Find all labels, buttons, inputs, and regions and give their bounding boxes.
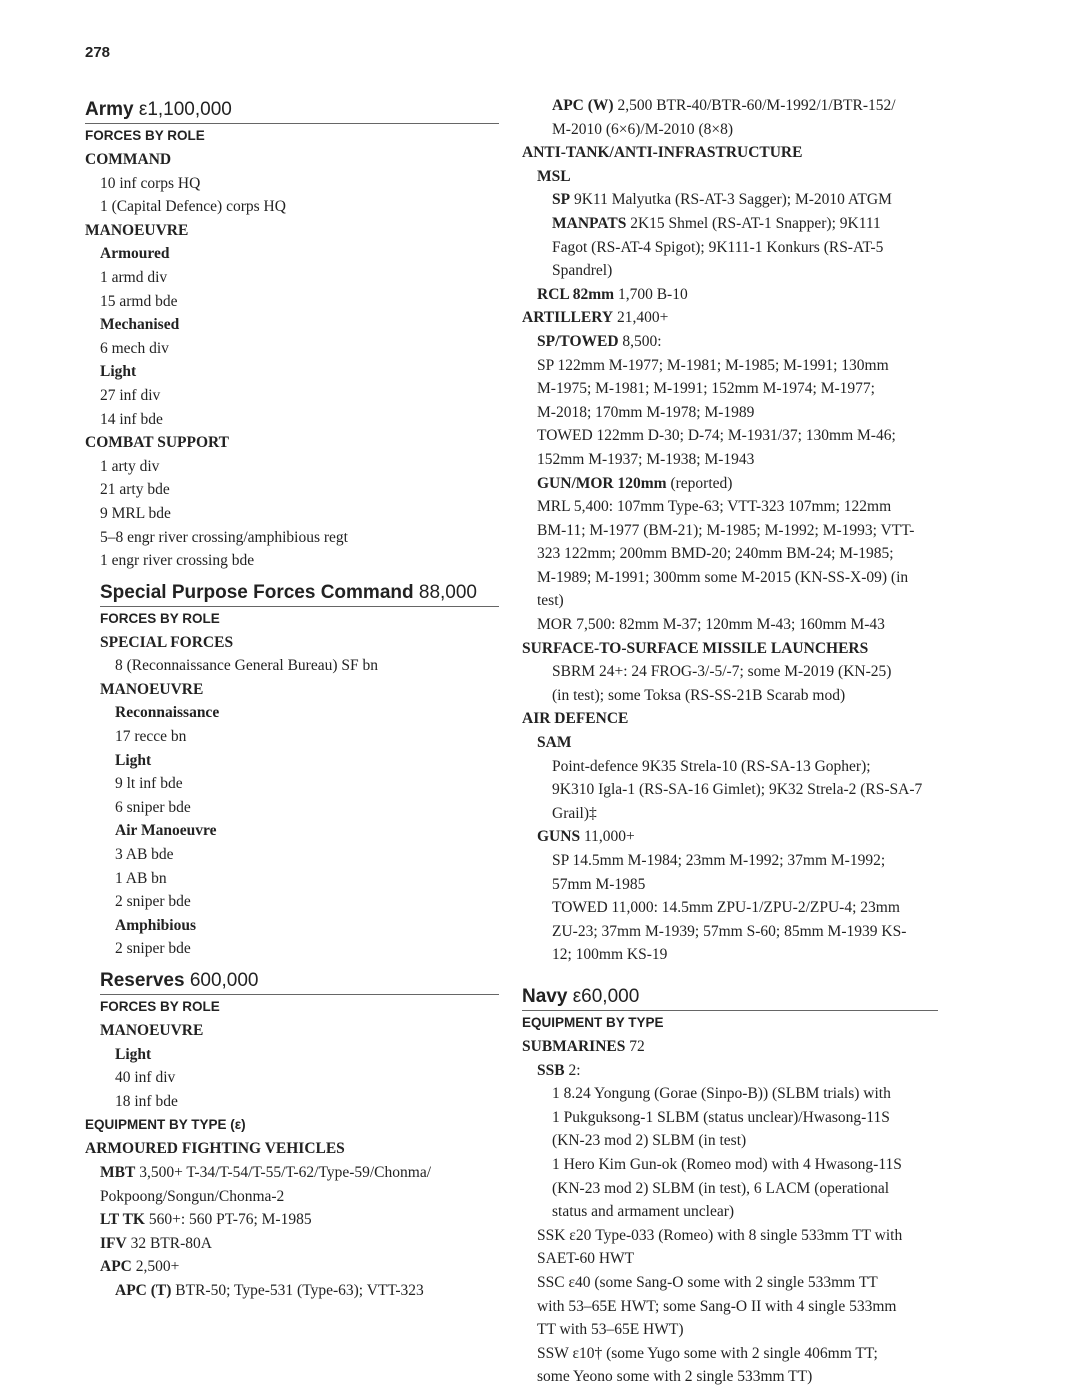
manpats-entry: MANPATS 2K15 Shmel (RS-AT-1 Snapper); 9K111 Fagot (RS-AT-4 Spigot); 9K111-1 Konkurs (RS-AT-5 Spandrel)	[552, 214, 884, 280]
list-item: 6 mech div	[100, 339, 169, 357]
sbrm-entry: SBRM 24+: 24 FROG-3/-5/-7; some M-2019 (KN-25) (in test); some Toksa (RS-SS-21B Scarab mod)	[552, 663, 892, 704]
left-column	[85, 94, 499, 1303]
equipment-heading: EQUIPMENT BY TYPE (ε)	[85, 1117, 246, 1133]
mbt-entry: MBT 3,500+ T-34/T-54/T-55/T-62/Type-59/Chonma/ Pokpoong/Songun/Chonma-2	[100, 1163, 432, 1205]
list-item: 18 inf bde	[115, 1092, 178, 1110]
ssb-heading: SSB 2:	[537, 1061, 581, 1079]
list-item: 5–8 engr river crossing/amphibious regt	[100, 528, 348, 546]
list-item: 14 inf bde	[100, 410, 163, 428]
apcw-entry: APC (W) 2,500 BTR-40/BTR-60/M-1992/1/BTR-152/ M-2010 (6×6)/M-2010 (8×8)	[552, 97, 896, 138]
apc-entry: APC 2,500+	[100, 1258, 180, 1276]
list-item: 21 arty bde	[100, 481, 170, 499]
rcl-entry: RCL 82mm 1,700 B-10	[537, 285, 688, 303]
artillery-heading: ARTILLERY 21,400+	[522, 309, 669, 327]
list-item: 9 MRL bde	[100, 504, 171, 522]
ssb-entry-2: 1 Hero Kim Gun-ok (Romeo mod) with 4 Hwasong-11S (KN-23 mod 2) SLBM (in test), 6 LACM (operational status and armament unclear)	[552, 1155, 902, 1221]
reserves-manoeuvre: MANOEUVRE	[100, 1022, 204, 1039]
gunmor-entry: GUN/MOR 120mm (reported)	[537, 474, 733, 492]
ssw-entry: SSW ε10† (some Yugo some with 2 single 406mm TT; some Yeono some with 2 single 533mm TT)	[537, 1344, 878, 1386]
spf-manoeuvre: MANOEUVRE	[100, 680, 204, 698]
submarines-heading: SUBMARINES 72	[522, 1037, 645, 1055]
spf-recon: Reconnaissance	[115, 704, 220, 722]
afv-heading: ARMOURED FIGHTING VEHICLES	[85, 1140, 345, 1158]
at-heading: ANTI-TANK/ANTI-INFRASTRUCTURE	[522, 144, 803, 162]
list-item: 15 armd bde	[100, 292, 178, 310]
pointdefence-entry: Point-defence 9K35 Strela-10 (RS-SA-13 Gopher); 9K310 Igla-1 (RS-SA-16 Gimlet); 9K32 Strela-2 (RS-SA-7 Grail)‡	[552, 757, 923, 822]
list-item: 1 armd div	[100, 268, 168, 286]
spf-special-forces: SPECIAL FORCES	[100, 633, 234, 651]
list-item: 6 sniper bde	[115, 798, 191, 816]
guns-towed-entry: TOWED 11,000: 14.5mm ZPU-1/ZPU-2/ZPU-4; 23mm ZU-23; 37mm M-1939; 57mm S-60; 85mm M-1939 KS- 12; 100mm KS-19	[552, 899, 907, 964]
list-item: 1 AB bn	[115, 869, 167, 887]
list-item: 9 lt inf bde	[115, 775, 183, 793]
right-column	[522, 94, 938, 1389]
page-number: 278	[85, 44, 111, 61]
lttk-entry: LT TK 560+: 560 PT-76; M-1985	[100, 1211, 312, 1229]
list-item: 1 (Capital Defence) corps HQ	[100, 198, 286, 216]
ifv-entry: IFV 32 BTR-80A	[100, 1234, 212, 1252]
army-command: COMMAND	[85, 151, 172, 168]
list-item: 17 recce bn	[115, 728, 187, 746]
towed-arty-entry: TOWED 122mm D-30; D-74; M-1931/37; 130mm M-46; 152mm M-1937; M-1938; M-1943	[537, 427, 896, 468]
mor-entry: MOR 7,500: 82mm M-37; 120mm M-43; 160mm M-43	[537, 616, 885, 634]
sp-arty-entry: SP 122mm M-1977; M-1981; M-1985; M-1991; 130mm M-1975; M-1981; M-1991; 152mm M-1974; M-1977; M-2018; 170mm M-1978; M-1989	[537, 356, 889, 421]
navy-heading: Navy ε60,000	[522, 985, 938, 1011]
army-heading: Army ε1,100,000	[85, 98, 499, 124]
spf-air-manoeuvre: Air Manoeuvre	[115, 822, 217, 840]
sam-heading: SAM	[537, 734, 572, 752]
guns-heading: GUNS 11,000+	[537, 828, 635, 846]
ad-heading: AIR DEFENCE	[522, 710, 629, 728]
army-armoured: Armoured	[100, 245, 170, 263]
spf-heading: Special Purpose Forces Command 88,000	[100, 581, 499, 607]
spf-forces-by-role: FORCES BY ROLE	[100, 610, 220, 626]
list-item: 10 inf corps HQ	[100, 174, 201, 192]
reserves-heading: Reserves 600,000	[100, 969, 499, 995]
ssk-entry: SSK ε20 Type-033 (Romeo) with 8 single 533mm TT with SAET-60 HWT	[537, 1226, 903, 1268]
list-item: 1 engr river crossing bde	[100, 552, 255, 570]
ssb-entry-1: 1 8.24 Yongung (Gorae (Sinpo-B)) (SLBM trials) with 1 Pukguksong-1 SLBM (status unclear)/Hwasong-11S (KN-23 mod 2) SLBM (in test)	[552, 1085, 891, 1150]
sp-msl-entry: SP 9K11 Malyutka (RS-AT-3 Sagger); M-2010 ATGM	[552, 191, 892, 209]
spf-light: Light	[115, 751, 152, 769]
list-item: 40 inf div	[115, 1069, 176, 1087]
navy-equipment-heading: EQUIPMENT BY TYPE	[522, 1014, 664, 1030]
list-item: 27 inf div	[100, 386, 161, 404]
msl-heading: MSL	[537, 167, 571, 185]
army-manoeuvre: MANOEUVRE	[85, 221, 189, 239]
list-item: 8 (Reconnaissance General Bureau) SF bn	[115, 657, 378, 675]
list-item: 3 AB bde	[115, 846, 174, 864]
apct-entry: APC (T) BTR-50; Type-531 (Type-63); VTT-323	[115, 1281, 424, 1299]
army-forces-by-role: FORCES BY ROLE	[85, 128, 205, 143]
ssc-entry: SSC ε40 (some Sang-O some with 2 single 533mm TT with 53–65E HWT; some Sang-O II with 4 single 533mm TT with 53–65E HWT)	[537, 1273, 897, 1339]
mrl-entry: MRL 5,400: 107mm Type-63; VTT-323 107mm; 122mm BM-11; M-1977 (BM-21); M-1985; M-1992; M-1993; VTT- 323 122mm; 200mm BMD-20; 240mm BM-24; M-1985; M-1989; M-1991; 300mm some M-2015 (KN-SS-X-09) (in test)	[537, 498, 915, 610]
army-combat-support: COMBAT SUPPORT	[85, 434, 229, 452]
list-item: 2 sniper bde	[115, 893, 191, 911]
list-item: 2 sniper bde	[115, 940, 191, 958]
ssm-heading: SURFACE-TO-SURFACE MISSILE LAUNCHERS	[522, 639, 869, 657]
list-item: 1 arty div	[100, 457, 160, 475]
army-light: Light	[100, 363, 137, 381]
guns-sp-entry: SP 14.5mm M-1984; 23mm M-1992; 37mm M-1992; 57mm M-1985	[552, 852, 886, 893]
sptowed-entry: SP/TOWED 8,500:	[537, 332, 662, 350]
spf-amphibious: Amphibious	[115, 916, 196, 934]
reserves-light: Light	[115, 1045, 152, 1063]
army-mechanised: Mechanised	[100, 316, 180, 334]
reserves-forces-by-role: FORCES BY ROLE	[100, 999, 220, 1014]
